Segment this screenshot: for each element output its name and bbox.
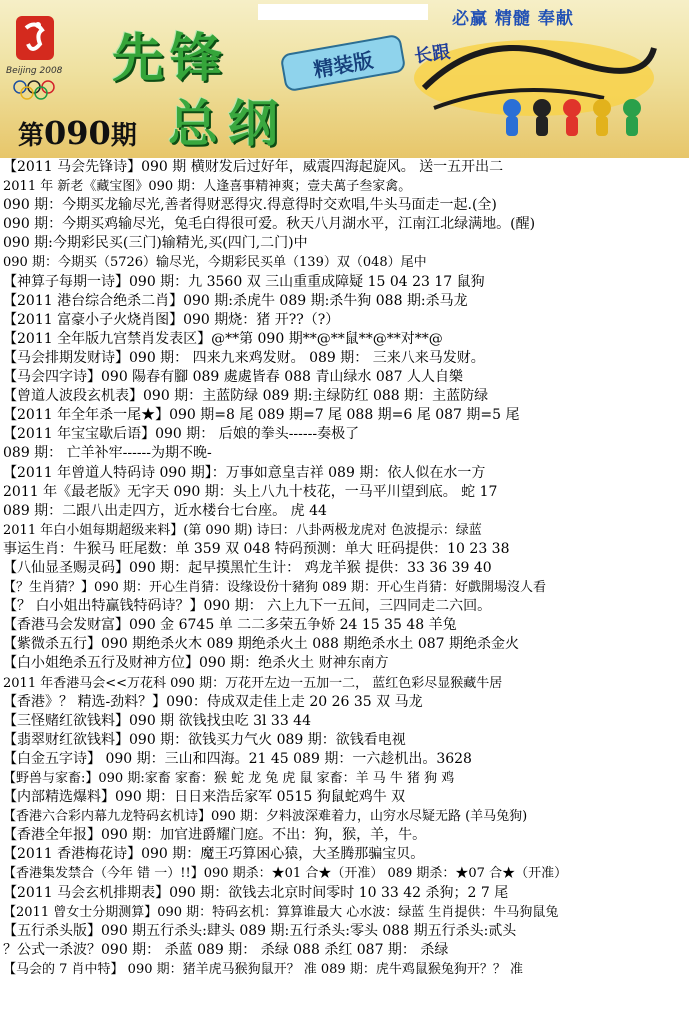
top-bar (258, 4, 428, 20)
mascot-icon (500, 98, 524, 142)
content-line: 【2011 港台综合绝杀二肖】090 期:杀虎牛 089 期:杀牛狗 088 期:杀马龙 (3, 292, 468, 309)
content-line: 2011 年《最老版》无字天 090 期：头上八九十枝花，一马平川望到底。 蛇 17 (3, 483, 498, 500)
mascot-icon (530, 98, 554, 142)
logo-text: Beijing 2008 (6, 66, 63, 76)
content-line: 事运生肖：牛猴马 旺尾数：单 359 双 048 特码预测：单大 旺码提供：10 23 38 (3, 540, 510, 557)
content-line: 【野兽与家畜:】090 期:家畜 家畜：猴 蛇 龙 兔 虎 鼠 家畜：羊 马 牛 猪 狗 鸡 (3, 771, 455, 786)
issue-label (18, 114, 137, 152)
header-banner (0, 0, 689, 158)
content-line: 【2011 马会先锋诗】090 期 横财发后过好年，威震四海起旋风。 送一五开出二 (3, 159, 504, 175)
content-line: 【2011 年宝宝歇后语】090 期： 后娘的拳头------奏极了 (3, 426, 360, 443)
content-line: 【2011 马会玄机排期表】090 期：欲钱去北京时间零时 10 33 42 杀狗；2 7 尾 (3, 884, 509, 901)
content-line: 090 期：今期买龙输尽光,善者得财恶得灾.得意得时交欢唱,牛头马面走一起.(全) (3, 197, 497, 214)
issue-number: 090 (44, 114, 111, 152)
content-line: 【2011 年曾道人特码诗 090 期】：万事如意皇吉祥 089 期：依人似在水一方 (3, 464, 486, 481)
content-line: ？公式一杀波？090 期： 杀蓝 089 期： 杀绿 088 杀红 087 期： 杀绿 (3, 941, 449, 958)
content-line: 【？ 白小姐出特赢钱特码诗？】090 期： 六上九下一五间，三四同走二六回。 (3, 598, 492, 615)
content-line: 【翡翠财红欲钱料】090 期：欲钱买力气火 089 期：欲钱看电视 (3, 731, 406, 748)
content-line: 【神算子每期一诗】090 期：九 3560 双 三山重重成障疑 15 04 23 17 鼠狗 (3, 273, 485, 290)
content-line: 【三怪赌红欲钱料】090 期 欲钱找虫吃 3l 33 44 (3, 712, 311, 729)
content-line: 【2011 年全年杀一尾★】090 期=8 尾 089 期=7 尾 088 期=6 尾 087 期=5 尾 (3, 407, 520, 424)
content-line: 【马会的 7 肖中特】 090 期：猪羊虎马猴狗鼠开？ 准 089 期：虎牛鸡鼠猴兔狗开？？ 准 (3, 961, 523, 977)
content-line: 2011 年香港马会<<万花科 090 期：万花开左边一五加一二， 蓝红色彩尽显猴藏牛居 (3, 675, 503, 691)
content-line: 【马会四字诗】090 陽春有腳 089 處處皆春 088 青山绿水 087 人人自樂 (3, 369, 464, 386)
content-line: 【2011 曾女士分期测算】090 期：特码玄机：算算谁最大 心水波：绿蓝 生肖提供：牛马狗鼠兔 (3, 904, 559, 920)
title-line1: 先锋 (112, 28, 229, 89)
content-line: 【香港六合彩内幕九龙特码玄机诗】090 期：夕料波深难着力，山穷水尽疑无路 (羊马兔狗) (3, 809, 528, 825)
issue-prefix: 第 (18, 121, 45, 151)
content-line: 【五行杀头版】090 期五行杀头:肆头 089 期:五行杀头:零头 088 期五行杀头:贰头 (3, 922, 517, 939)
content-line: 【马会排期发财诗】090 期： 四来九来鸡发财。 089 期： 三来八来马发财。 (3, 349, 485, 366)
content-line: 【白小姐绝杀五行及财神方位】090 期：绝杀火土 财神东南方 (3, 655, 389, 672)
content-line: 090 期：今期买（5726）输尽光，今期彩民买单（139）双（048）尾中 (3, 255, 427, 271)
content-line: 2011 年白小姐每期超级来料】(第 090 期) 诗曰：八卦两极龙虎对 色波提示：绿蓝 (3, 522, 482, 538)
tips-content (0, 158, 689, 979)
mascot-icon (560, 98, 584, 142)
content-line: 【八仙显圣赐灵码】090 期：起早摸黑忙生计： 鸡龙羊猴 提供：33 36 39 40 (3, 559, 492, 576)
content-line: 【曾道人波段玄机表】090 期：主蓝防绿 089 期:主绿防红 088 期：主蓝防绿 (3, 388, 489, 405)
edition-badge: 精装版 (280, 34, 407, 93)
olympic-rings-icon (10, 80, 70, 100)
issue-suffix: 期 (110, 121, 137, 151)
content-line: 090 期:今期彩民买(三门)输精光,买(四门,二门)中 (3, 235, 308, 252)
content-line: 【香港集发禁合（今年 错 一）!!】090 期杀：★01 合★（开准） 089 期杀：★07 合★（开准） (3, 866, 568, 882)
content-line: 【紫微杀五行】090 期绝杀火木 089 期绝杀火土 088 期绝杀水土 087 期绝杀金火 (3, 636, 520, 653)
content-line: 【香港》？ 精选-劲料？】090：侍成双走佳上走 20 26 35 双 马龙 (3, 693, 423, 710)
follow-label: 长跟 (412, 41, 452, 68)
content-line: 【白金五字诗】 090 期：三山和四海。21 45 089 期：一六趁机出。3628 (3, 750, 472, 767)
beijing-2008-logo-icon (14, 14, 56, 66)
content-line: 2011 年 新老《藏宝图》090 期：人逢喜事精神爽；壹夫萬子叁家禽。 (3, 179, 412, 195)
mascot-icon (590, 98, 614, 142)
content-line: 【2011 富豪小子火烧肖图】090 期烧：猪 开??（?） (3, 311, 340, 328)
content-line: 【内部精选爆料】090 期：日日来浩岳家军 0515 狗鼠蛇鸡牛 双 (3, 789, 406, 806)
content-line: 【香港全年报】090 期：加官进爵耀门庭。不出：狗，猴，羊，牛。 (3, 827, 427, 844)
content-line: 089 期： 亡羊补牢------为期不晚- (3, 445, 212, 462)
content-line: 【？生肖猜？】090 期：开心生肖猜：设缘设份十豬狗 089 期：开心生肖猜：好戲開場沒人看 (3, 580, 547, 596)
slogan: 必赢 精髓 奉献 (452, 9, 574, 29)
content-line: 【2011 全年版九宫禁肖发表区】@**第 090 期**@**鼠**@**对**@ (3, 330, 443, 347)
content-line: 【2011 香港梅花诗】090 期：魔王巧算困心猿，大圣腾那骗宝贝。 (3, 846, 425, 863)
content-line: 089 期：二跟八出走四方，近水楼台七台座。 虎 44 (3, 502, 327, 519)
mascot-icon (620, 98, 644, 142)
content-line: 090 期：今期买鸡输尽光，兔毛白得很可爱。秋天八月湖水平，江南江北绿满地。(醒) (3, 216, 536, 233)
content-line: 【香港马会发财富】090 金 6745 单 二二多荣五争娇 24 15 35 48 羊兔 (3, 617, 457, 634)
title-line2: 总纲 (168, 94, 288, 153)
